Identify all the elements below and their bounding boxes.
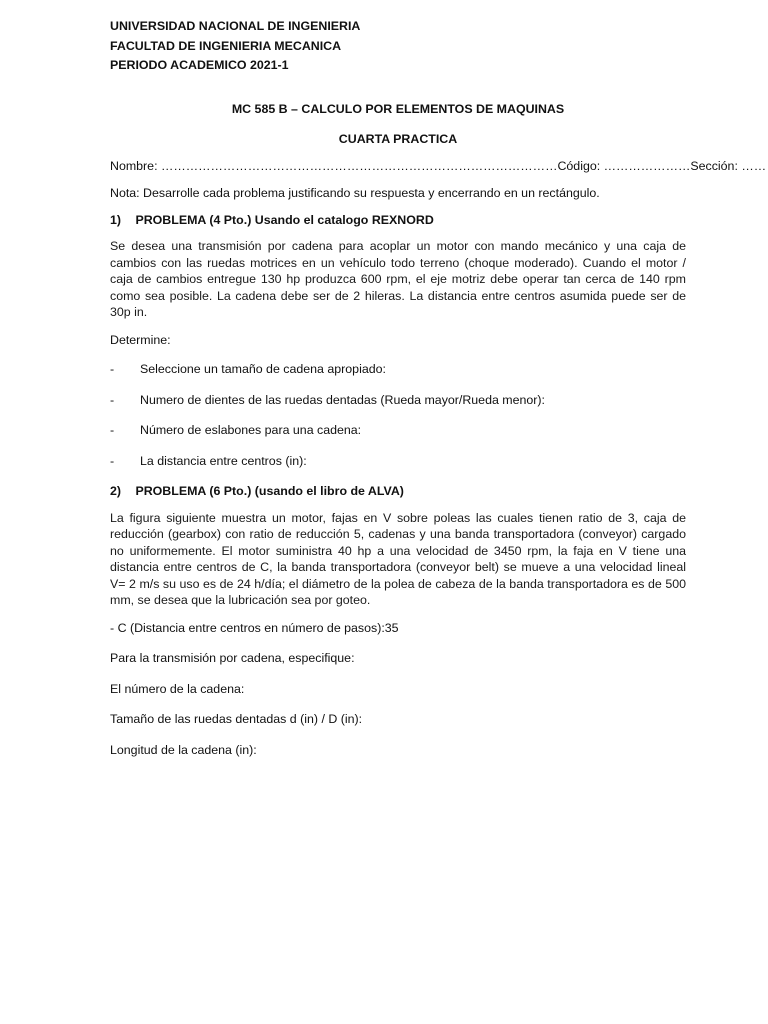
university-name: UNIVERSIDAD NACIONAL DE INGENIERIA — [110, 19, 361, 33]
academic-period: PERIODO ACADEMICO 2021-1 — [110, 58, 289, 72]
problem-2-title: PROBLEMA (6 Pto.) (usando el libro de ALVA) — [135, 484, 404, 498]
list-item — [110, 361, 686, 378]
problem-2-number: 2) — [110, 484, 122, 498]
problem-1-heading — [110, 212, 686, 229]
bullet-dash: - — [110, 423, 115, 437]
sprocket-size-line: Tamaño de las ruedas dentadas d (in) / D (in): — [110, 712, 363, 726]
list-item — [110, 453, 686, 470]
problem-1-number: 1) — [110, 212, 122, 227]
problem-1-title: PROBLEMA (4 Pto.) Usando el catalogo REXNORD — [135, 212, 434, 227]
student-info-row — [110, 158, 767, 175]
instructions-note: Nota: Desarrolle cada problema justificando su respuesta y encerrando en un rectángulo. — [110, 186, 600, 200]
list-item — [110, 392, 686, 409]
problem-2-heading — [110, 483, 686, 500]
list-item-text: La distancia entre centros (in): — [140, 453, 307, 468]
determine-label: Determine: — [110, 332, 171, 347]
list-item-text: Seleccione un tamaño de cadena apropiado: — [140, 362, 386, 376]
bullet-dash: - — [110, 362, 115, 376]
list-item-text: Numero de dientes de las ruedas dentadas (Rueda mayor/Rueda menor): — [140, 392, 545, 407]
problem-2-statement: La figura siguiente muestra un motor, fajas en V sobre poleas las cuales tienen ratio de 3, caja de reducción (gearbox) con ratio de reducción 5, cadenas y una banda transportadora (conveyor) cargado no uniformemente. El motor suministra 40 hp a una velocidad de 3450 rpm, la faja en V tiene una distancia entre centros de C, la banda transportadora (conveyor belt) se mueve a una velocidad lineal V= 2 m/s su uso es de 24 h/día; el diámetro de la polea de cabeza de la banda transportadora es de 500 mm, se desea que la lubricación sea por goteo. — [110, 510, 686, 607]
chain-length-line: Longitud de la cadena (in): — [110, 742, 257, 757]
specify-label: Para la transmisión por cadena, especifique: — [110, 651, 355, 665]
section-field: Sección: …… — [690, 158, 767, 173]
list-item-text: Número de eslabones para una cadena: — [140, 423, 362, 437]
practice-title: CUARTA PRACTICA — [338, 132, 458, 146]
chain-number-line: El número de la cadena: — [110, 681, 245, 696]
code-field: Código: ………………… — [557, 158, 691, 173]
course-title: MC 585 B – CALCULO POR ELEMENTOS DE MAQUINAS — [231, 101, 565, 116]
bullet-dash: - — [110, 392, 115, 407]
header-block — [110, 17, 686, 76]
problem-1-statement: Se desea una transmisión por cadena para acoplar un motor con mando mecánico y una caja de cambios con las ruedas motrices en un vehículo todo terreno (choque moderado). Cuando el motor / caja de cambios entregue 130 hp produzca 600 rpm, el eje motriz debe operar tan cerca de 140 rpm como sea posible. La cadena debe ser de 2 hileras. La distancia entre centros asumida puede ser de 30p in. — [110, 239, 686, 319]
name-field: Nombre: …………………………………………………………………………………… — [110, 158, 558, 173]
faculty-name: FACULTAD DE INGENIERIA MECANICA — [110, 38, 342, 53]
list-item — [110, 422, 686, 439]
center-distance-line: - C (Distancia entre centros en número de pasos):35 — [110, 620, 399, 635]
bullet-dash: - — [110, 453, 115, 468]
